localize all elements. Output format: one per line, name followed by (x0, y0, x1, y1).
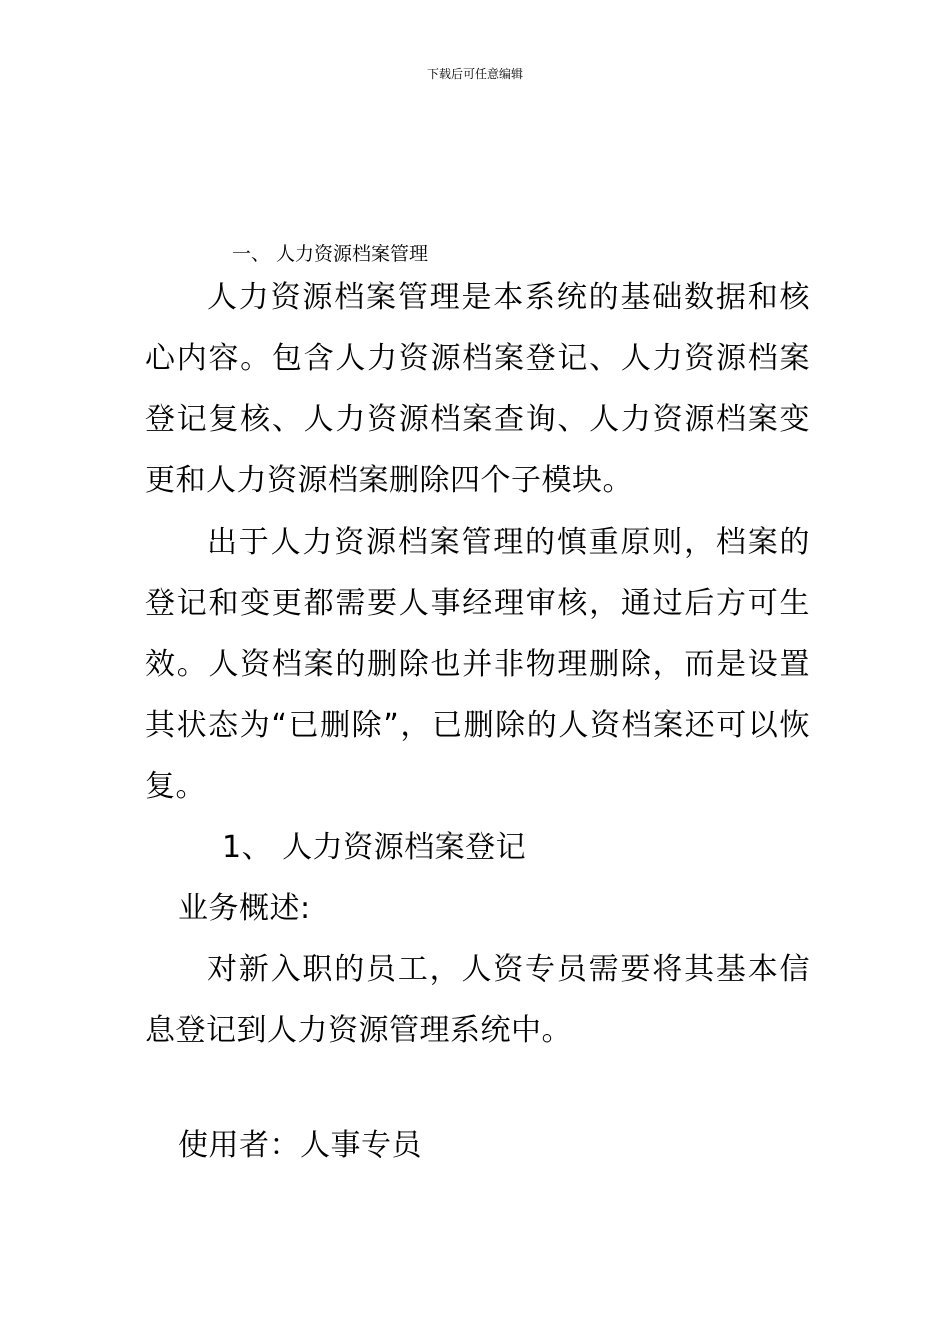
subsection-heading: 1、 人力资源档案登记 (222, 830, 527, 865)
overview-label: 业务概述: (178, 891, 311, 926)
page-header-note: 下载后可任意编辑 (426, 67, 523, 81)
section-heading: 一、 人力资源档案管理 (232, 243, 429, 265)
intro-paragraph: 人力资源档案管理是本系统的基础数据和核心内容。包含人力资源档案登记、人力资源档案登记复核、人力资源档案查询、人力资源档案变更和人力资源档案删除四个子模块。 (145, 280, 810, 498)
principle-paragraph: 出于人力资源档案管理的慎重原则，档案的登记和变更都需要人事经理审核，通过后方可生效。人资档案的删除也并非物理删除，而是设置其状态为“已删除”，已删除的人资档案还可以恢复。 (145, 525, 810, 804)
user-line: 使用者：人事专员 (178, 1128, 422, 1163)
overview-paragraph: 对新入职的员工，人资专员需要将其基本信息登记到人力资源管理系统中。 (145, 952, 810, 1048)
